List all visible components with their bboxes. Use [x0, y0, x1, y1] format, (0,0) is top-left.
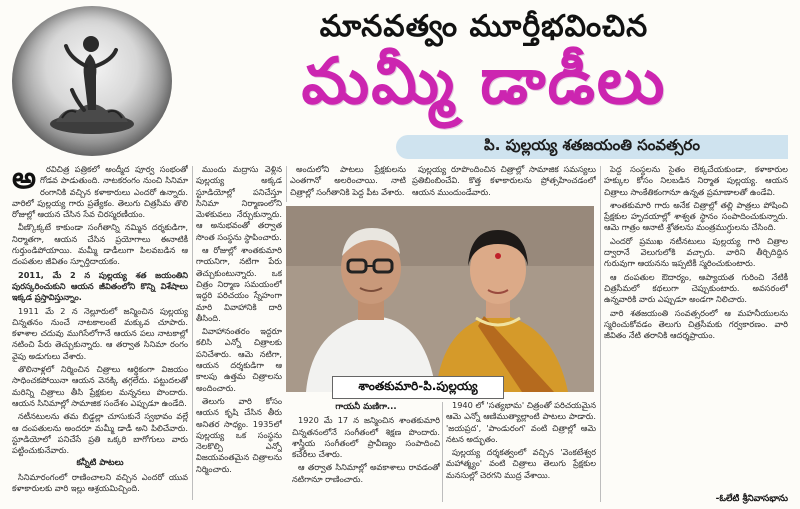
- article-column-2: [196, 164, 282, 502]
- subhead-banner: [396, 135, 788, 159]
- main-headline: మమ్మీ డాడీలు: [301, 44, 667, 119]
- paragraph: ఆ రోజుల్లో శాంతకుమారి గాయనిగా, నటిగా పేరు తెచ్చుకుంటున్నారు. ఒక చిత్రం నిర్మాణ సమయంలో ఇద్దరి పరిచయం స్నేహంగా మారి వివాహానికి దారి తీసింది.: [196, 245, 282, 323]
- column-rule: [600, 166, 601, 502]
- paragraph: తొలినాళ్లలో నిర్మించిన చిత్రాలు ఆర్థికంగా విజయం సాధించకపోయినా ఆయన వెనక్కి తగ్గలేదు. పట్టుదలతో మరిన్ని చిత్రాలు తీసి ప్రేక్షకుల మన్ననలు పొందారు. ఆయన సినిమాల్లో సామాజిక సందేశం ఎప్పుడూ ఉండేది.: [12, 364, 188, 408]
- dancer-sculpture-image: [12, 6, 172, 156]
- author-byline: -ఓలేటి శ్రీనివాసభాను: [715, 494, 788, 504]
- paragraph: వీణ్కొక్కటే కాకుండా సంగీతాన్ని నమ్మిన దర్శకుడిగా, నిర్మాతగా, ఆయన చేసిన ప్రయోగాలు ఈనాటికీ గుర్తుండిపోయాయి. మమ్మీ డాడీలుగా పిలవబడిన ఆ దంపతుల జీవితం స్ఫూర్తిదాయకం.: [12, 222, 188, 267]
- article-column-4-bottom: [446, 400, 596, 504]
- paragraph: సినిమారంగంలో రాణించాలని వచ్చిన ఎందరో యువ కళాకారులకు వారి ఇల్లు ఆశ్రయమిచ్చింది.: [12, 471, 188, 494]
- paragraph: పెద్ద సంస్థలను సైతం లెక్కచేయకుండా, కళాకారుల హక్కుల కోసం నిలబడిన నిర్మాత పుల్లయ్య. ఆయన చిత్రాలు సాంకేతికంగానూ ఉన్నత ప్రమాణాలతో ఉండేవి.: [604, 164, 788, 197]
- article-column-1: [12, 164, 188, 502]
- article-column-3-top: [290, 164, 406, 202]
- paragraph: తెలుగు వారి కోసం ఆయన కృషి చేసిన తీరు అనితర సాధ్యం. 1935లో పుల్లయ్య ఒక సంస్థను నెలకొల్పి ఎన్నో విజయవంతమైన చిత్రాలను నిర్మించారు.: [196, 395, 282, 474]
- paragraph: 1920 మే 17 న జన్మించిన శాంతకుమారి చిన్నతనంలోనే సంగీతంలో శిక్షణ పొందారు. శాస్త్రీయ సంగీతంలో ప్రావీణ్యం సంపాదించి కచేరీలు చేశారు.: [292, 415, 440, 460]
- paragraph: ఆ దంపతుల ఔదార్యం, ఆప్యాయత గురించి నేటికీ చిత్రసీమలో కథలుగా చెప్పుకుంటారు. అవసరంలో ఉన్నవారికి వారు ఎప్పుడూ అండగా నిలిచారు.: [604, 271, 788, 305]
- paragraph: 2011, మే 2 న పుల్లయ్య శత జయంతిని పురస్కరించుకుని ఆయన జీవితంలోని కొన్ని విశేషాలు ఇక్కడ ప్రస్తావిస్తున్నాం.: [12, 269, 188, 303]
- paragraph: ముందు మద్రాసు వెళ్లిన పుల్లయ్య అక్కడ స్టూడియోల్లో పనిచేస్తూ సినిమా నిర్మాణంలోని మెళకువలు నేర్చుకున్నారు. ఆ అనుభవంతో తర్వాత సొంత సంస్థను స్థాపించారు.: [196, 164, 282, 242]
- article-column-4-top: [412, 164, 596, 202]
- photo-caption: [332, 376, 504, 399]
- column-rule: [442, 402, 443, 502]
- paragraph: నటీనటులను తమ బిడ్డల్లా చూసుకునే స్వభావం వల్లే ఆ దంపతులను అందరూ మమ్మీ డాడీ అని పిలిచేవారు. స్టూడియోలో పనిచేసే ప్రతి ఒక్కరి బాగోగులు వారు పట్టించుకునేవారు.: [12, 411, 188, 456]
- article-column-5: [604, 164, 788, 494]
- paragraph: 1940 లో 'సత్యభామ' చిత్రంతో పరిచయమైన ఆమె ఎన్నో ఆణిముత్యాల్లాంటి పాటలు పాడారు. 'జయప్రద', 'పాండురంగ' వంటి చిత్రాల్లో ఆమె నటన అద్భుతం.: [446, 400, 596, 444]
- paragraph: అందులోని పాటలు ప్రేక్షకులను ఎంతగానో అలరించాయి. నాటి చిత్రాల్లో సంగీతానికి పెద్ద పీట వేశారు.: [290, 164, 406, 197]
- article-column-3-bottom: [292, 400, 440, 504]
- paragraph: పుల్లయ్య దర్శకత్వంలో వచ్చిన 'వెంకటేశ్వర మహాత్మ్యం' వంటి చిత్రాలు తెలుగు ప్రేక్షకుల మనసుల్లో చెరగని ముద్ర వేశాయి.: [446, 447, 596, 480]
- paragraph: రవిచిత్ర పత్రికలో అంద్మీద పూర్వ సంభంతో గోడవ పాడుతుంది. నాటకరంగం నుంచి సినిమా రంగానికి వచ్చిన కళాకారులు ఎందరో ఉన్నారు. వారిలో పుల్లయ్య గారు ప్రత్యేకం. తెలుగు చిత్రసీమ తొలి రోజుల్లో ఆయన చేసిన సేవ చిరస్మరణీయం.: [12, 164, 188, 220]
- section-heading: కన్నీటి పాటలు: [76, 458, 124, 469]
- column-rule: [286, 166, 287, 202]
- headline-kicker: మానవత్వం మూర్తీభవించిన: [319, 9, 649, 44]
- subhead-text: పి. పుల్లయ్య శతజయంతి సంవత్సరం: [484, 136, 700, 154]
- paragraph: వివాహానంతరం ఇద్దరూ కలిసి ఎన్నో చిత్రాలకు పనిచేశారు. ఆమె నటిగా, ఆయన దర్శకుడిగా ఆ కాలపు ఉత్తమ చిత్రాలను అందించారు.: [196, 326, 282, 393]
- paragraph: 1911 మే 2 న నెల్లూరులో జన్మించిన పుల్లయ్య చిన్నతనం నుంచే నాటకాలంటే మక్కువ చూపారు. కళాశాల చదువు ముగిసేలోగానే ఆయన పలు నాటకాల్లో నటించి పేరు తెచ్చుకున్నారు. ఆ తర్వాత సినిమా రంగం వైపు అడుగులు వేశారు.: [12, 305, 188, 361]
- paragraph: ఎందరో ప్రముఖ నటీనటులు పుల్లయ్య గారి చిత్రాల ద్వారానే వెలుగులోకి వచ్చారు. వారిని తీర్చిదిద్దిన గురువుగా ఆయనను ఇప్పటికీ స్మరించుకుంటారు.: [604, 235, 788, 269]
- dancer-sculpture-icon: [12, 6, 172, 156]
- column-rule: [192, 166, 193, 500]
- section-heading: గాయనీ మణిగా...: [335, 402, 397, 412]
- paragraph: పుల్లయ్య రూపొందించిన చిత్రాల్లో సామాజిక సమస్యలు ప్రతిబింబించేవి. కొత్త కళాకారులను ప్రోత్సహించడంలో ఆయన ముందుండేవారు.: [412, 164, 596, 197]
- couple-portrait-icon: [286, 206, 594, 392]
- couple-photo: [286, 206, 594, 392]
- paragraph: శాంతకుమారి గారు అనేక చిత్రాల్లో తల్లి పాత్రలు పోషించి ప్రేక్షకుల హృదయాల్లో శాశ్వత స్థానం సంపాదించుకున్నారు. ఆమె గాత్రం ఆనాటి శ్రోతలను మంత్రముగ్ధులను చేసింది.: [604, 199, 788, 233]
- paragraph: వారి శతజయంతి సంవత్సరంలో ఆ మహనీయులను స్మరించుకోవడం తెలుగు చిత్రసీమకు గర్వకారణం. వారి జీవితం నేటి తరానికి ఆదర్శప్రాయం.: [604, 307, 788, 341]
- drop-cap: అ: [12, 164, 36, 196]
- caption-text: శాంతకుమారి-పి.పుల్లయ్య: [358, 379, 478, 393]
- paragraph: ఆ తర్వాత సినిమాల్లో అవకాశాలు రావడంతో నటిగానూ రాణించారు.: [292, 462, 440, 484]
